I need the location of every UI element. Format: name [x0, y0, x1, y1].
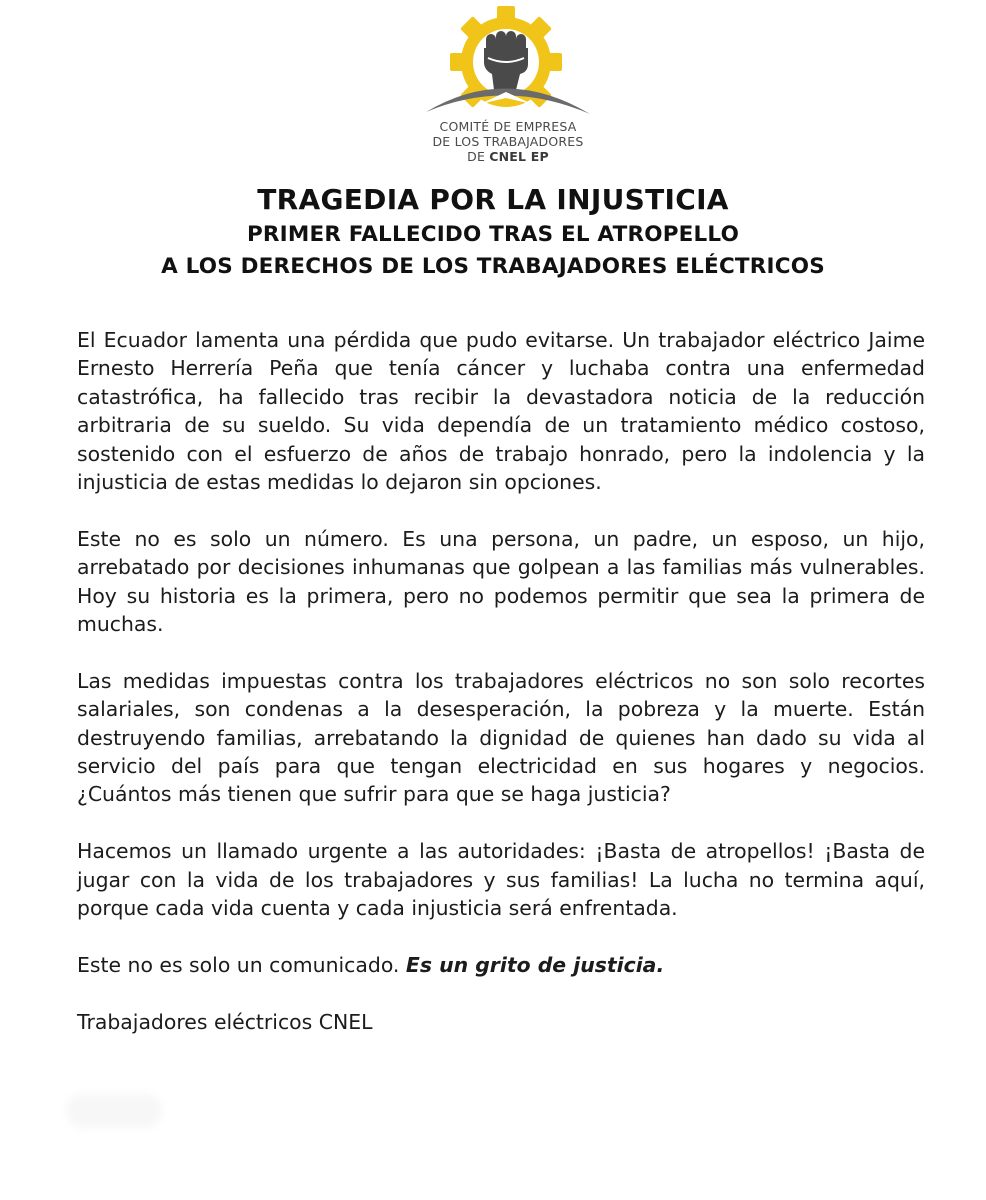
- gear-fist-icon: [420, 4, 596, 122]
- org-name-line-1: COMITÉ DE EMPRESA: [439, 119, 577, 134]
- org-name-line-2: DE LOS TRABAJADORES: [432, 134, 584, 149]
- organization-logo: [0, 0, 986, 175]
- paragraph-1: El Ecuador lamenta una pérdida que pudo evitarse. Un trabajador eléctrico Jaime Ernesto Herrería Peña que tenía cáncer y luchaba contra una enfermedad catastrófica, ha fallecido tras recibir la devastadora noticia de la reducción arbitraria de su sueldo. Su vida dependía de un tratamiento médico costoso, sostenido con el esfuerzo de años de trabajo honrado, pero la indolencia y la injusticia de estas medidas lo dejaron sin opciones.: [77, 328, 925, 495]
- org-name-line-3: [393, 149, 623, 164]
- closing-emphasis: Es un grito de justicia.: [405, 952, 665, 977]
- paragraph-5: [77, 951, 925, 979]
- paragraph-3: Las medidas impuestas contra los trabajadores eléctricos no son solo recortes salariales, son condenas a la desesperación, la pobreza y la muerte. Están destruyendo familias, arrebatando la dignidad de quienes han dado su vida al servicio del país para que tengan electricidad en sus hogares y negocios. ¿Cuántos más tienen que sufrir para que se haga justicia?: [77, 668, 925, 807]
- statement-body: [77, 326, 925, 1064]
- organization-name: [393, 119, 623, 164]
- paragraph-4: Hacemos un llamado urgente a las autoridades: ¡Basta de atropellos! ¡Basta de jugar con la vida de los trabajadores y sus familias! La lucha no termina aquí, porque cada vida cuenta y cada injusticia será enfrentada.: [77, 839, 925, 921]
- org-name-prefix: DE: [467, 149, 486, 164]
- image-smudge: [66, 1094, 162, 1128]
- org-name-bold: CNEL EP: [489, 149, 549, 164]
- subheadline-line-1: PRIMER FALLECIDO TRAS EL ATROPELLO: [246, 222, 740, 247]
- paragraph-2: Este no es solo un número. Es una persona, un padre, un esposo, un hijo, arrebatado por decisiones inhumanas que golpean a las familias más vulnerables. Hoy su historia es la primera, pero no podemos permitir que sea la primera de muchas.: [77, 526, 925, 637]
- signature: Trabajadores eléctricos CNEL: [77, 1009, 373, 1034]
- subheadline-line-2: A LOS DERECHOS DE LOS TRABAJADORES ELÉCTRICOS: [161, 254, 825, 279]
- headline-block: [0, 181, 986, 283]
- main-headline: TRAGEDIA POR LA INJUSTICIA: [257, 183, 729, 216]
- closing-statement: Este no es solo un comunicado.: [77, 952, 400, 977]
